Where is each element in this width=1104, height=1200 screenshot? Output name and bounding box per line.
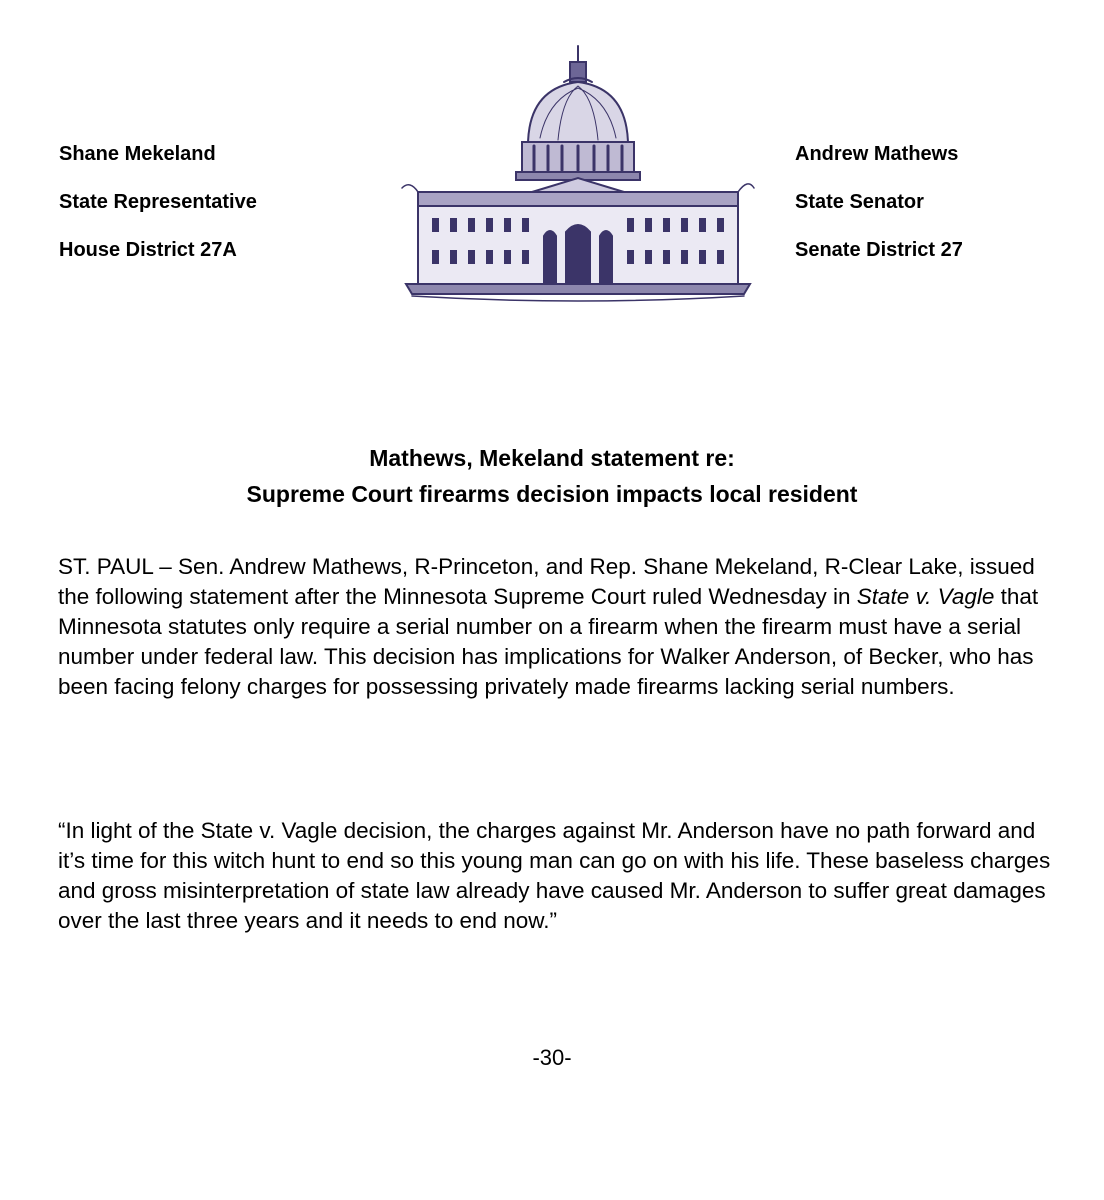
- body-paragraph-1: [58, 552, 1068, 702]
- body-paragraph-2: “In light of the State v. Vagle decision, the charges against Mr. Anderson have no path forward and it’s time for this witch hunt to end so this young man can go on with his life. These baseless charges and gross misinterpretation of state law already have caused Mr. Anderson to suffer great damages over the last three years and it needs to end now.”: [58, 818, 1051, 933]
- headline: [0, 440, 1104, 512]
- paragraph-1-lead: ST. PAUL – Sen. Andrew Mathews, R-Princeton, and Rep. Shane Mekeland, R-Clear Lake, issued the following statement after the Minnesota Supreme Court ruled Wednesday in: [58, 554, 1035, 609]
- representative-contact: [59, 140, 257, 284]
- end-mark: -30-: [532, 1045, 572, 1070]
- representative-name: Shane Mekeland: [59, 143, 216, 165]
- headline-line-1: Mathews, Mekeland statement re:: [369, 445, 735, 471]
- representative-title: State Representative: [59, 191, 257, 213]
- paragraph-1-rest: that Minnesota statutes only require a serial number on a firearm when the firearm must have a serial number under federal law. This decision has implications for Walker Anderson, of Becker, who has been facing felony charges for possessing privately made firearms lacking serial numbers.: [58, 584, 1039, 699]
- representative-district: House District 27A: [59, 239, 237, 261]
- senator-title: State Senator: [795, 191, 924, 213]
- capitol-building-icon: [398, 38, 758, 308]
- headline-line-2: Supreme Court firearms decision impacts local resident: [246, 481, 858, 507]
- senator-district: Senate District 27: [795, 239, 963, 261]
- senator-contact: [795, 140, 963, 284]
- senator-name: Andrew Mathews: [795, 143, 959, 165]
- case-name: State v. Vagle: [856, 584, 995, 609]
